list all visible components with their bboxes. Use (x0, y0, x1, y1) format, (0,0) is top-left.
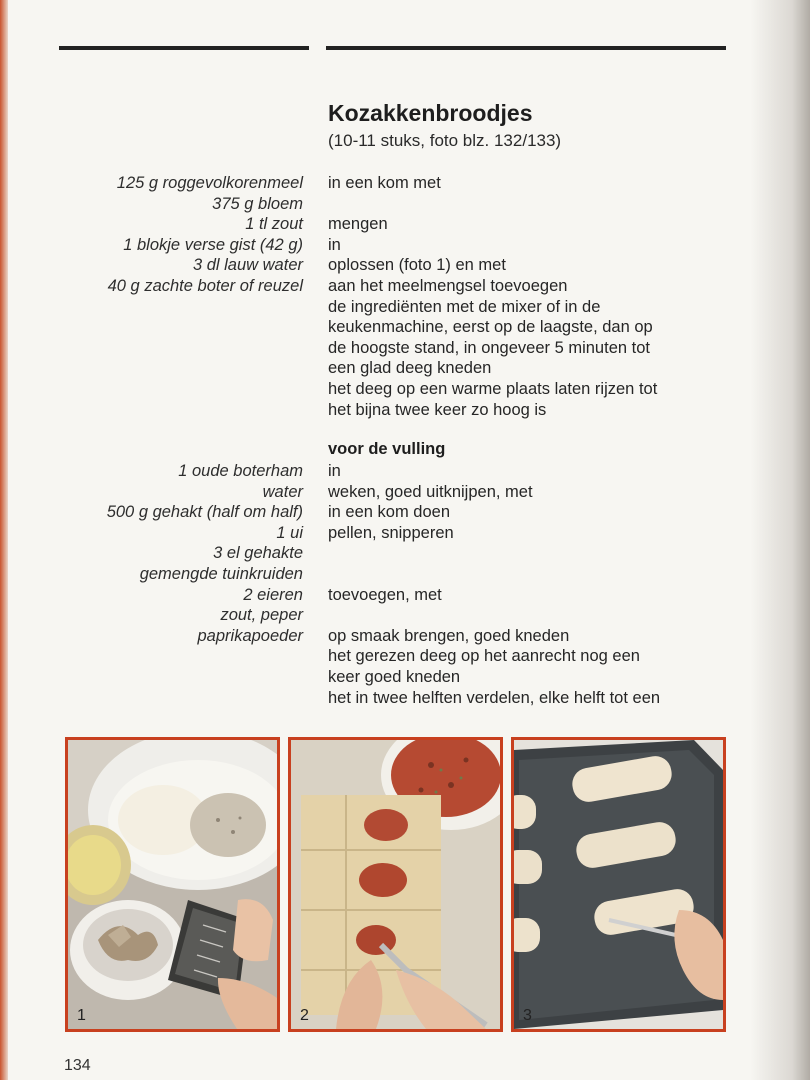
ingredient-item: 40 g zachte boter of reuzel (107, 276, 303, 295)
dough-step-list (328, 173, 738, 420)
dough-ingredient-list (40, 173, 303, 297)
filling-ingredient-list (40, 461, 303, 646)
step-line: toevoegen, met (328, 585, 442, 604)
step-line (328, 605, 738, 626)
ingredient-item: 3 el gehakte (213, 544, 303, 563)
photo-1-illustration (68, 740, 277, 1029)
step-line (328, 564, 738, 585)
photo-3-rolls-on-tray (511, 737, 726, 1032)
ingredient-item: 2 eieren (243, 585, 303, 604)
step-line: de ingrediënten met de mixer of in de (328, 297, 601, 316)
step-line: weken, goed uitknijpen, met (328, 482, 533, 501)
ingredient-item: 1 ui (276, 523, 303, 542)
photo-number: 3 (523, 1007, 532, 1024)
photo-2-filling-dough (288, 737, 503, 1032)
photo-number: 2 (300, 1007, 309, 1024)
ingredient-item: 1 oude boterham (178, 462, 303, 480)
step-line: in (328, 462, 341, 480)
step-line: een glad deeg kneden (328, 359, 492, 378)
step-line: pellen, snipperen (328, 523, 454, 542)
ingredient-item: 500 g gehakt (half om half) (106, 503, 303, 522)
step-line: keer goed kneden (328, 667, 461, 686)
step-line: het gerezen deeg op het aanrecht nog een (328, 647, 640, 666)
step-line: in een kom met (328, 174, 441, 192)
step-line: in een kom doen (328, 503, 451, 522)
photo-2-illustration (291, 740, 500, 1029)
page-number: 134 (64, 1057, 91, 1074)
step-line: mengen (328, 215, 388, 234)
step-line: de hoogste stand, in ongeveer 5 minuten tot (328, 338, 650, 357)
step-line: op smaak brengen, goed kneden (328, 626, 570, 645)
step-line: keukenmachine, eerst op de laagste, dan op (328, 318, 653, 337)
step-line (328, 543, 738, 564)
ingredient-item: zout, peper (220, 606, 303, 625)
photo-number: 1 (77, 1007, 86, 1024)
top-rule-left (59, 46, 309, 50)
ingredient-item: 1 tl zout (245, 215, 303, 234)
book-gutter-shadow (750, 0, 810, 1080)
step-line: het in twee helften verdelen, elke helft tot een (328, 688, 661, 707)
recipe-title: Kozakkenbroodjes (328, 100, 533, 126)
recipe-subtitle: (10-11 stuks, foto blz. 132/133) (328, 131, 562, 150)
step-line: het bijna twee keer zo hoog is (328, 400, 547, 419)
ingredient-item: 375 g bloem (212, 194, 303, 213)
ingredient-item: 125 g roggevolkorenmeel (116, 174, 303, 192)
step-line: oplossen (foto 1) en met (328, 256, 506, 275)
photo-3-illustration (514, 740, 723, 1029)
ingredient-item: 1 blokje verse gist (42 g) (123, 235, 303, 254)
top-rule-right (326, 46, 726, 50)
page-left-edge (0, 0, 8, 1080)
step-line: aan het meelmengsel toevoegen (328, 276, 568, 295)
ingredient-item: paprikapoeder (197, 626, 303, 645)
step-line (328, 194, 738, 215)
photo-1-dissolving-yeast (65, 737, 280, 1032)
step-line: het deeg op een warme plaats laten rijzen tot (328, 379, 658, 398)
ingredient-item: water (262, 482, 303, 501)
ingredient-item: 3 dl lauw water (192, 256, 303, 275)
ingredient-item: gemengde tuinkruiden (139, 564, 303, 583)
filling-heading: voor de vulling (328, 440, 446, 458)
step-line: in (328, 235, 341, 254)
filling-step-list (328, 461, 738, 708)
